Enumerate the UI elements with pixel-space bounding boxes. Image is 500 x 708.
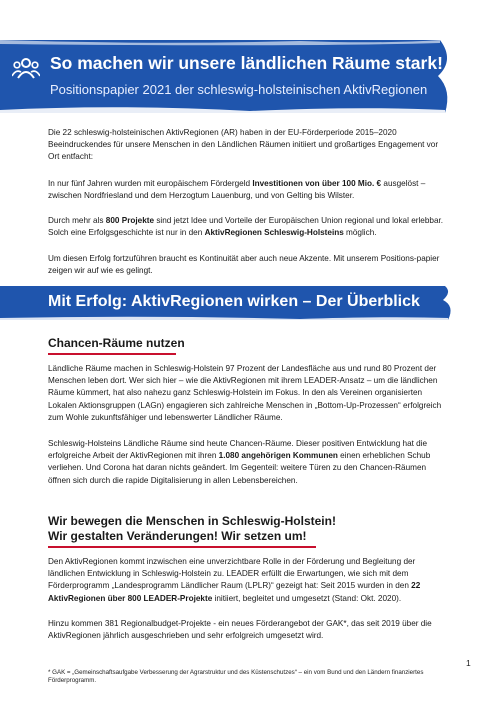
- section-banner: [0, 286, 460, 320]
- intro-paragraph-1: Die 22 schleswig-holsteinischen AktivRegionen (AR) haben in der EU-Förderperiode 2015–2020 Beeindruckendes für unsere Menschen in den Ländlichen Räumen initiiert und großartiges Engagement vor Ort entfacht:: [48, 128, 439, 162]
- intro-paragraph-4: Um diesen Erfolg fortzuführen braucht es Kontinuität aber auch neue Akzente. Mit unserem Positions-papier zeigen wir auf wie es gelingt.: [48, 254, 440, 276]
- page-title: So machen wir unsere ländlichen Räume stark!: [50, 53, 443, 73]
- header-banner: [0, 40, 460, 113]
- heading-underline: [48, 546, 316, 548]
- chancen-paragraph-1: Ländliche Räume machen in Schleswig-Holstein 97 Prozent der Landesfläche aus und rund 80 Prozent der Menschen leben dort. Wer sich hier – wie die AktivRegionen mit ihrem LEADER-Ansatz – um die ländlichen Räume kümmert, hat also nahezu ganz Schleswig-Holstein im Fokus. In den als Vereinen organisierten Lokalen Aktionsgruppen (LAGn) engagieren sich zahlreiche Menschen in „Bottom-Up-Prozessen“ erfolgreich zum Wohle zukunftsfähiger und lebenswerter Ländlicher Räume.: [48, 364, 442, 422]
- intro-paragraph-2: In nur fünf Jahren wurden mit europäischem Fördergeld Investitionen von über 100 Mio. € ausgelöst – zwischen Nordfriesland und dem Herzogtum Lauenburg, und von Gelting bis Wilster.: [48, 179, 426, 201]
- heading-bewegen-line2: Wir gestalten Veränderungen! Wir setzen um!: [48, 529, 307, 543]
- heading-chancen: Chancen-Räume nutzen: [48, 336, 185, 350]
- page-number: 1: [466, 658, 471, 668]
- chancen-paragraph-2: Schleswig-Holsteins Ländliche Räume sind heute Chancen-Räume. Dieser positiven Entwicklung hat die erfolgreiche Arbeit der AktivRegionen mit ihren 1.080 angehörigen Kommunen einen erheblichen Schub verliehen. Und Corona hat daran nichts geändert. Im Gegenteil: weitere Türen zu den Chancen-Räumen öffnen sich durch die rapide Digitalisierung in allen Lebensbereichen.: [48, 439, 431, 485]
- heading-bewegen-line1: Wir bewegen die Menschen in Schleswig-Holstein!: [48, 514, 336, 528]
- section-title: Mit Erfolg: AktivRegionen wirken – Der Überblick: [48, 293, 420, 310]
- intro-paragraph-3: Durch mehr als 800 Projekte sind jetzt Idee und Vorteile der Europäischen Union regional und lokal erlebbar. Solch eine Erfolgsgeschichte ist nur in den AktivRegionen Schleswig-Holsteins möglich.: [48, 216, 444, 238]
- bewegen-paragraph-2: Hinzu kommen 381 Regionalbudget-Projekte - ein neues Förderangebot der GAK*, das seit 2019 über die AktivRegionen jährlich ausgeschrieben und sehr erfolgreich umgesetzt wird.: [48, 619, 432, 641]
- brush-texture: [0, 40, 460, 113]
- footnote: * GAK = „Gemeinschaftsaufgabe Verbesserung der Agrarstruktur und des Küstenschutzes“ – ein vom Bund und den Ländern finanziertes Förderprogramm.: [48, 669, 424, 684]
- page-subtitle: Positionspapier 2021 der schleswig-holsteinischen AktivRegionen: [50, 82, 428, 97]
- people-group-icon: [12, 56, 40, 80]
- heading-underline: [48, 353, 176, 355]
- bewegen-paragraph-1: Den AktivRegionen kommt inzwischen eine unverzichtbare Rolle in der Förderung und Begleitung der ländlichen Entwicklung in Schleswig-Holstein zu. LEADER erfüllt die Erwartungen, wie sich mit dem Förderprogramm „Landesprogramm Ländlicher Raum (LPLR)“ gezeigt hat: Seit 2015 wurden in den 22 AktivRegionen über 800 LEADER-Projekte initiiert, begleitet und umgesetzt (Stand: Okt. 2020).: [48, 557, 421, 603]
